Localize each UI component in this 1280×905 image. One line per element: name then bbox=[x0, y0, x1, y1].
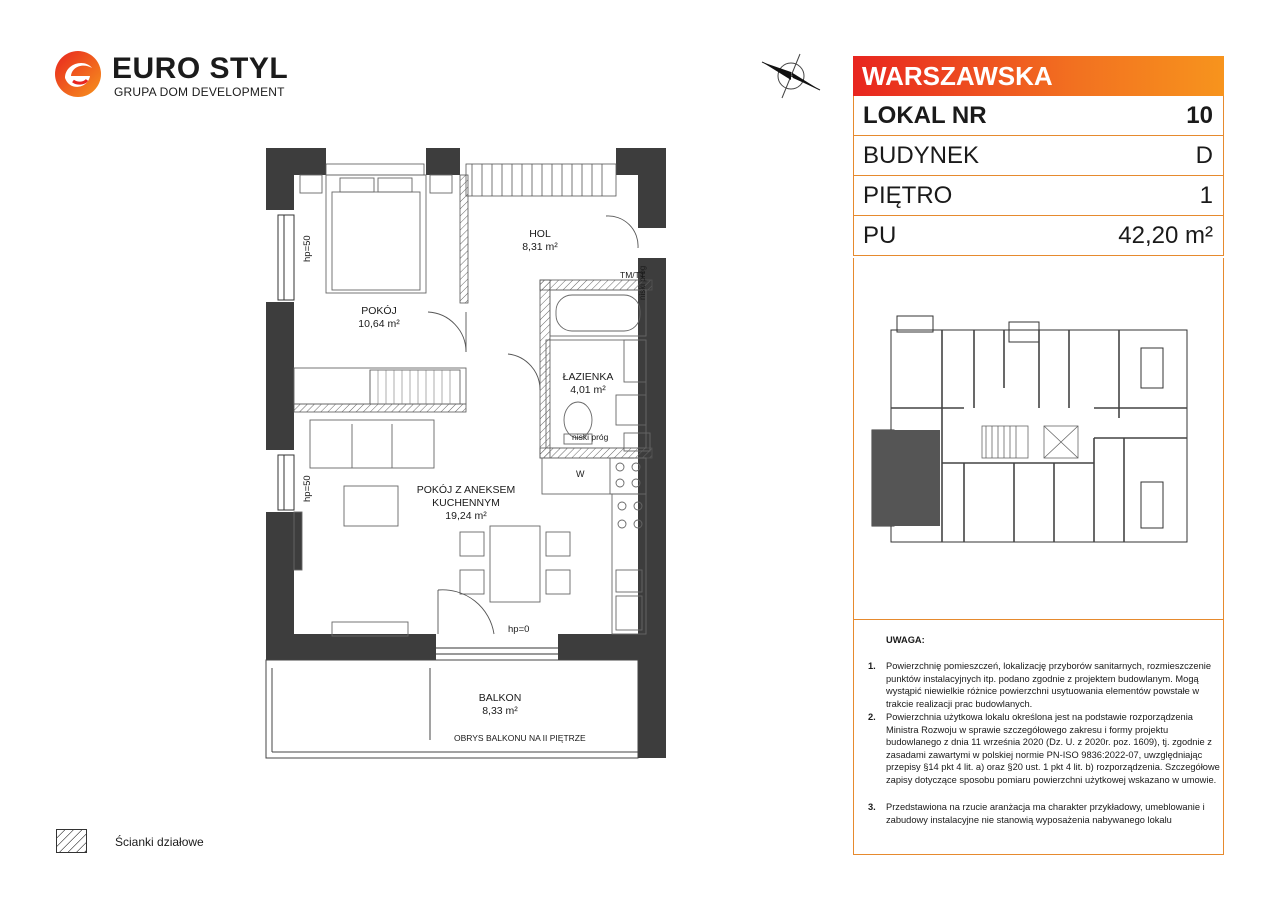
info-value-pietro: 1 bbox=[1199, 181, 1213, 209]
note-number: 1. bbox=[868, 661, 876, 671]
info-label-budynek: BUDYNEK bbox=[863, 141, 980, 169]
brand-subtitle: GRUPA DOM DEVELOPMENT bbox=[114, 85, 285, 99]
room-area-hol: 8,31 m² bbox=[522, 241, 558, 253]
room-label-salon bbox=[417, 484, 516, 523]
room-label-pokoj bbox=[358, 305, 399, 331]
tmtt-annotation: TM/TT bbox=[620, 270, 646, 280]
info-value-pu: 42,20 m² bbox=[1118, 221, 1213, 249]
floor-key-plan-drawing bbox=[854, 258, 1223, 619]
room-label-balkon bbox=[479, 692, 522, 718]
room-area-lazienka: 4,01 m² bbox=[570, 384, 606, 396]
notes-panel bbox=[853, 619, 1224, 855]
note-text: Przedstawiona na rzucie aranżacja ma charakter przykładowy, umeblowanie i zabudowy instalacyjne nie stanowią wyposażenia nabywanego lokalu bbox=[886, 802, 1205, 825]
room-area-salon: 19,24 m² bbox=[445, 510, 487, 522]
note-text: Powierzchnia użytkowa lokalu określona jest na podstawie rozporządzenia Ministra Rozwoju w sprawie szczegółowego zakresu i formy projektu budowlanego z dnia 11 września 2020 (Dz. U. z 2020r. poz. 1609), tj. zgodnie z zasadami zawartymi w polskiej normie PN-ISO 9836:2022-07, uwzględniając przepisy §14 pkt 4 lit. a) oraz §20 ust. 1 pkt 4 lit. b) rozporządzenia. Szczegółowe zapisy dotyczące sposobu pomiaru powierzchni użytkowej wskazano w umowie. bbox=[886, 712, 1220, 785]
info-label-pu: PU bbox=[863, 221, 897, 249]
room-label-hol bbox=[522, 228, 558, 254]
highlighted-unit bbox=[872, 430, 940, 526]
washer-annotation: W bbox=[576, 469, 585, 479]
info-value-lokal: 10 bbox=[1186, 101, 1213, 129]
euro-styl-logo-icon bbox=[54, 50, 102, 98]
room-area-pokoj: 10,64 m² bbox=[358, 318, 400, 330]
brand-name: EURO STYL bbox=[112, 52, 289, 85]
brand-logo bbox=[54, 50, 289, 102]
room-area-balkon: 8,33 m² bbox=[482, 705, 518, 717]
room-name-pokoj: POKÓJ bbox=[361, 305, 397, 317]
floor-key-plan bbox=[853, 258, 1224, 620]
project-name: WARSZAWSKA bbox=[853, 56, 1224, 96]
legend-label: Ścianki działowe bbox=[115, 835, 204, 849]
note-text: Powierzchnię pomieszczeń, lokalizację przyborów sanitarnych, rozmieszczenie punktów instalacyjnych itp. podano zgodnie z projektem budowlanym. Mogą wystąpić niewielkie różnice powierzchni usytuowania elementów powstałe w trakcie realizacji prac budowlanych. bbox=[886, 661, 1212, 709]
room-name-hol: HOL bbox=[529, 228, 551, 240]
room-label-lazienka bbox=[563, 371, 614, 397]
info-label-pietro: PIĘTRO bbox=[863, 181, 953, 209]
apartment-floor-plan bbox=[260, 140, 680, 765]
info-value-budynek: D bbox=[1195, 141, 1213, 169]
window-height-annotation: hp=50 bbox=[302, 475, 313, 502]
floor-plan-drawing bbox=[260, 140, 680, 765]
room-name-salon-2: KUCHENNYM bbox=[432, 497, 500, 509]
balcony-outline-annotation: OBRYS BALKONU NA II PIĘTRZE bbox=[454, 733, 586, 743]
window-height-annotation: hp=50 bbox=[302, 235, 313, 262]
unit-info-table bbox=[853, 56, 1224, 256]
threshold-annotation: niski próg bbox=[572, 432, 609, 442]
note-number: 2. bbox=[868, 712, 876, 722]
note-number: 3. bbox=[868, 802, 876, 812]
room-name-balkon: BALKON bbox=[478, 692, 522, 704]
info-row-pietro bbox=[853, 176, 1224, 216]
info-row-lokal bbox=[853, 96, 1224, 136]
info-row-budynek bbox=[853, 136, 1224, 176]
info-row-pu bbox=[853, 216, 1224, 256]
north-arrow-icon bbox=[760, 50, 822, 102]
door-height-annotation: hp=0 bbox=[508, 624, 530, 635]
threshold-annotation: niski próg bbox=[638, 265, 647, 300]
partition-walls-hatch-icon bbox=[56, 829, 87, 853]
room-name-lazienka: ŁAZIENKA bbox=[562, 371, 614, 383]
info-label-lokal: LOKAL NR bbox=[863, 101, 987, 129]
room-name-salon: POKÓJ Z ANEKSEM bbox=[416, 484, 516, 496]
notes-title: UWAGA: bbox=[886, 635, 925, 645]
